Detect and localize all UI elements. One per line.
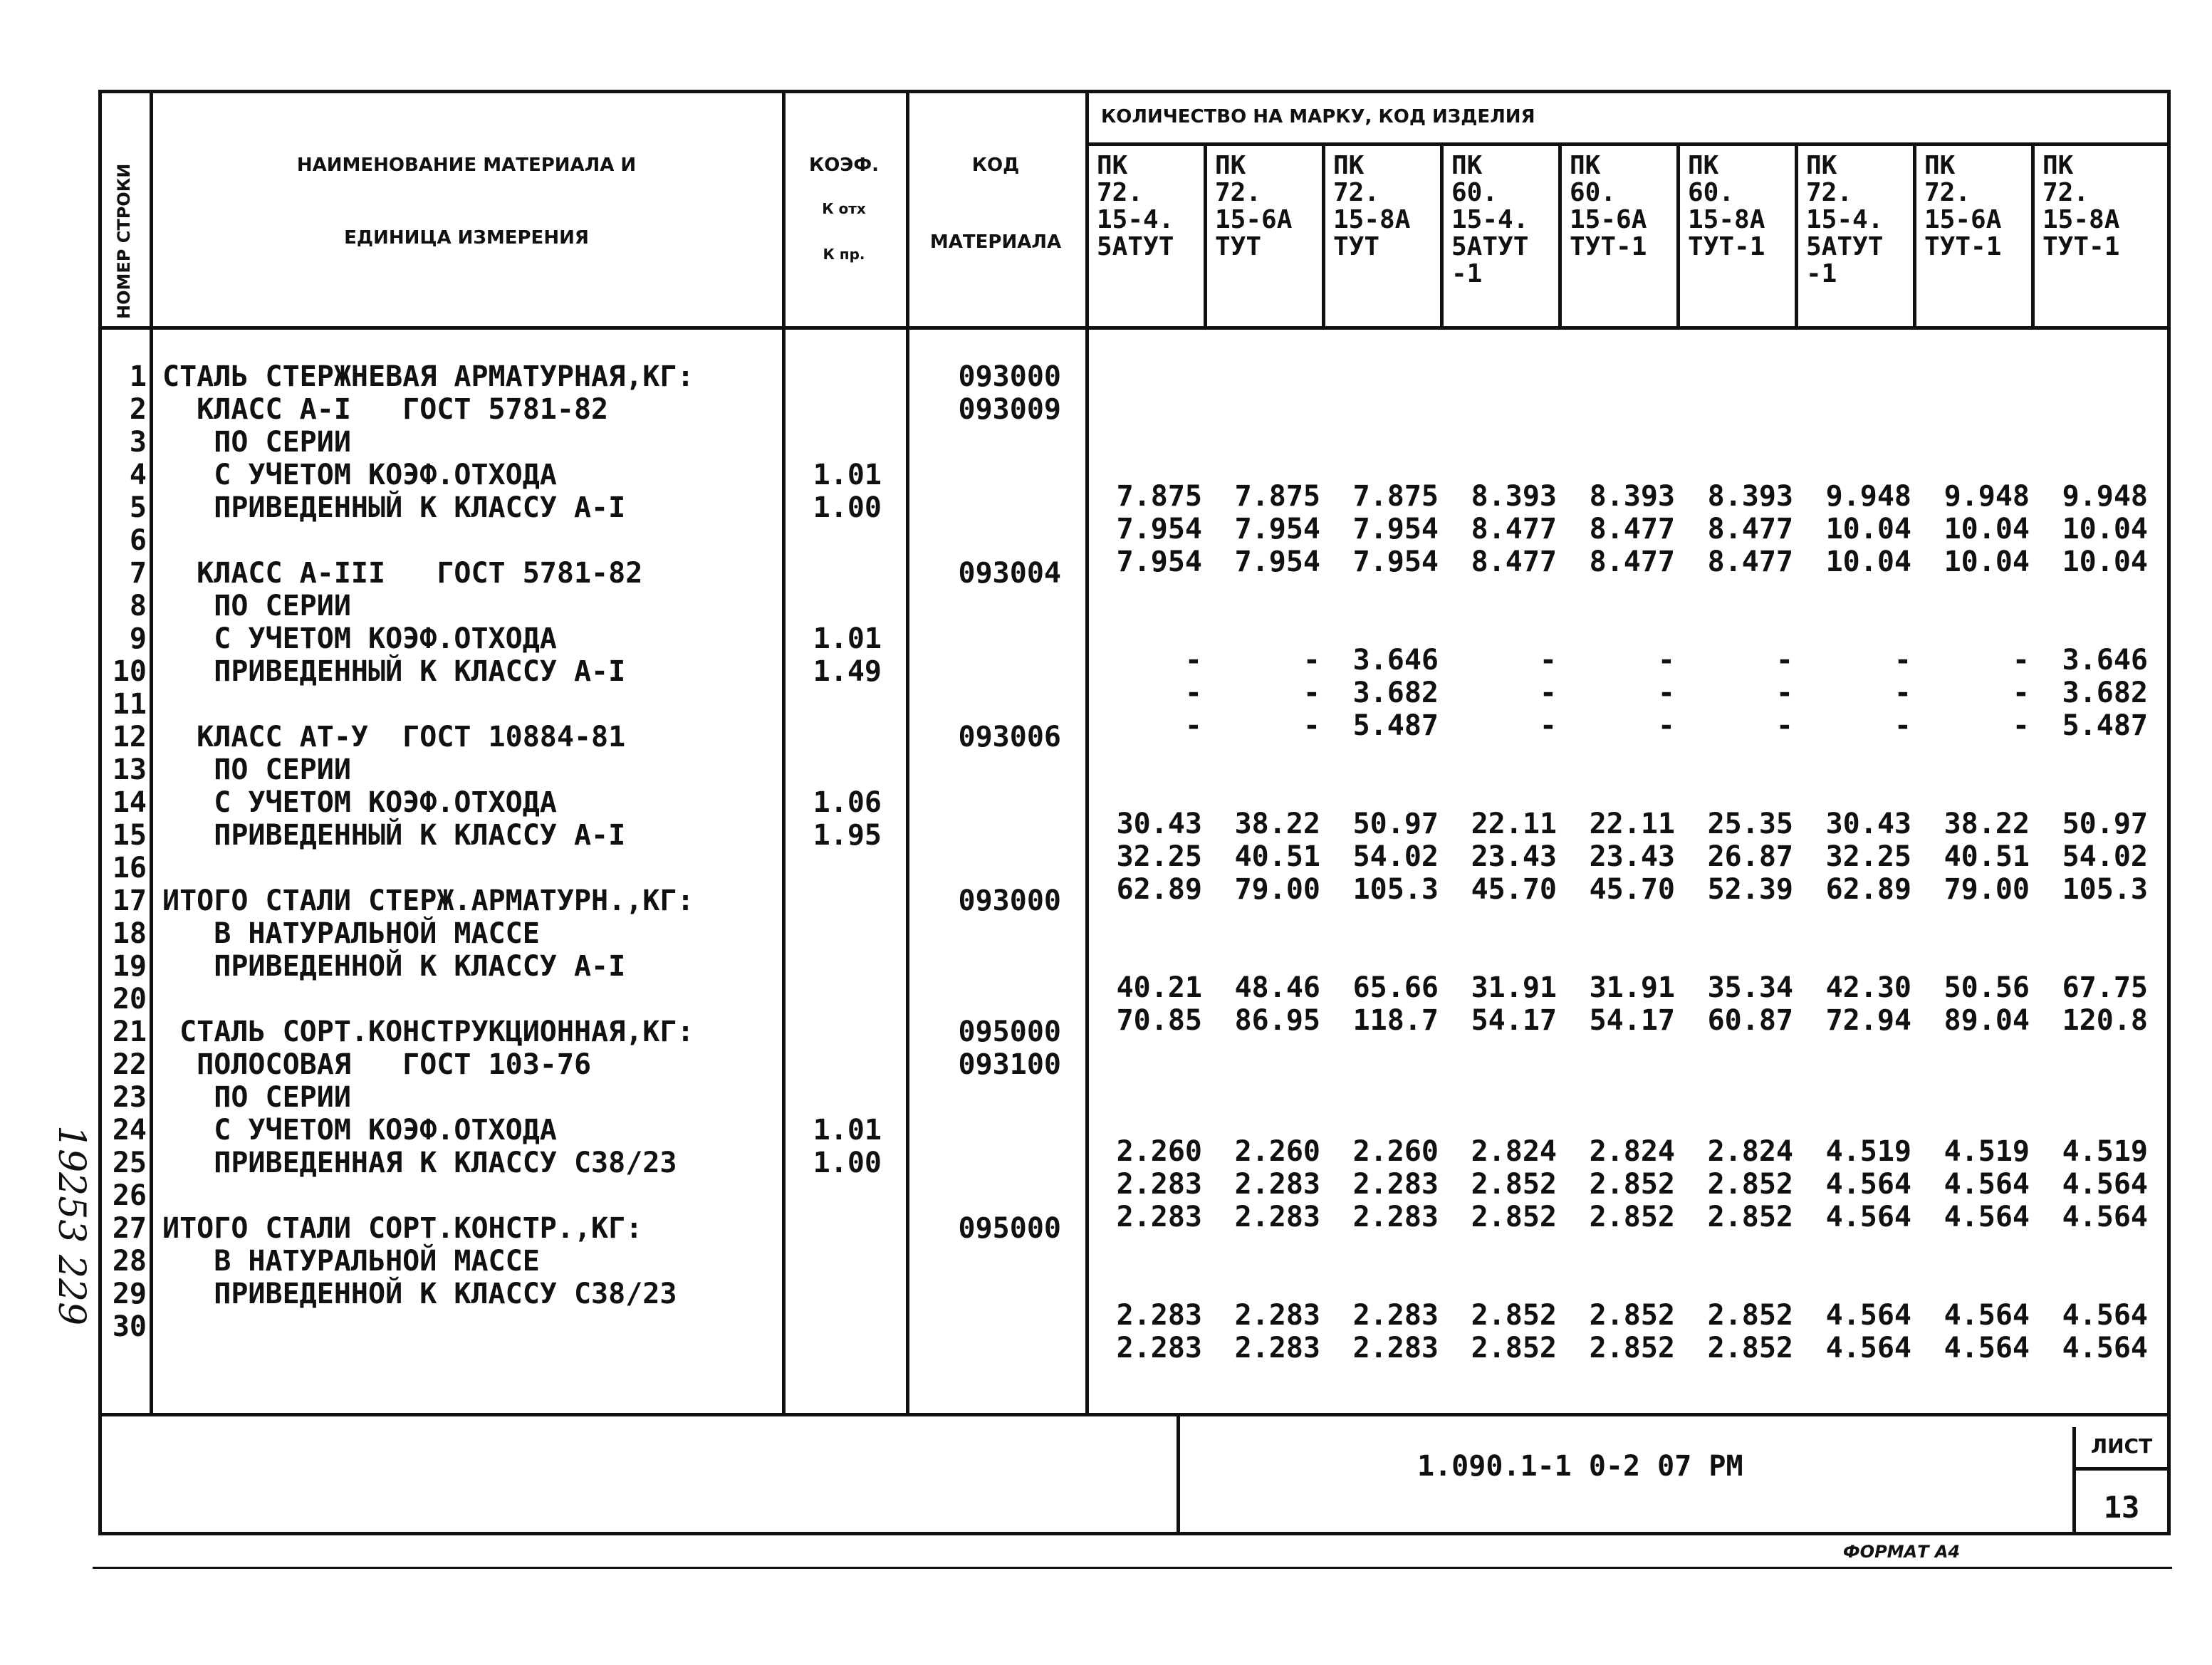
coef-header-line1: КОЭФ. xyxy=(808,155,880,176)
divider xyxy=(1795,142,1798,328)
divider xyxy=(2031,142,2035,328)
divider xyxy=(2072,1467,2171,1471)
divider xyxy=(1440,142,1444,328)
qty-column: 9.948 10.04 10.04 3.646 3.682 5.487 50.97 54.02 105.3 67.75 120.8 4.519 4.564 4.564 4.564 4.564 xyxy=(2062,480,2148,1364)
divider xyxy=(98,1413,2171,1416)
qty-column: 8.393 8.477 8.477 - - - 22.11 23.43 45.70 31.91 54.17 2.824 2.852 2.852 2.852 2.852 xyxy=(1471,480,1557,1364)
sheet-label: ЛИСТ xyxy=(2090,1434,2153,1458)
divider xyxy=(98,326,2171,330)
qty-column: 9.948 10.04 10.04 - - - 30.43 32.25 62.89 42.30 72.94 4.519 4.564 4.564 4.564 4.564 xyxy=(1825,480,1911,1364)
divider xyxy=(1322,142,1325,328)
divider xyxy=(1204,142,1207,328)
material-names: СТАЛЬ СТЕРЖНЕВАЯ АРМАТУРНАЯ,КГ: КЛАСС А-I ГОСТ 5781-82 ПО СЕРИИ С УЧЕТОМ КОЭФ.ОТХОДА ПРИВЕДЕННЫЙ К КЛАССУ А-I КЛАСС А-III ГОСТ 5781-82 ПО СЕРИИ С УЧЕТОМ КОЭФ.ОТХОДА ПРИВЕДЕННЫЙ К КЛАССУ А-I КЛАСС АТ-У ГОСТ 10884-81 ПО СЕРИИ С УЧЕТОМ КОЭФ.ОТХОДА ПРИВЕДЕННЫЙ К КЛАССУ А-I ИТОГО СТАЛИ СТЕРЖ.АРМАТУРН.,КГ: В НАТУРАЛЬНОЙ МАССЕ ПРИВЕДЕННОЙ К КЛАССУ А-I СТАЛЬ СОРТ.КОНСТРУКЦИОННАЯ,КГ: ПОЛОСОВАЯ ГОСТ 103-76 ПО СЕРИИ С УЧЕТОМ КОЭФ.ОТХОДА ПРИВЕДЕННАЯ К КЛАССУ С38/23 ИТОГО СТАЛИ СОРТ.КОНСТР.,КГ: В НАТУРАЛЬНОЙ МАССЕ ПРИВЕДЕННОЙ К КЛАССУ С38/23 xyxy=(162,360,694,1310)
code-header-line2: МАТЕРИАЛА xyxy=(929,231,1062,253)
column-header: ПК 72. 15-8А ТУТ-1 xyxy=(2043,151,2120,261)
column-header: ПК 72. 15-4. 5АТУТ -1 xyxy=(1806,151,1884,288)
divider xyxy=(1676,142,1680,328)
column-header: ПК 72. 15-6А ТУТ xyxy=(1215,151,1293,261)
divider xyxy=(1558,142,1562,328)
coef-header-line3: К пр. xyxy=(823,246,865,263)
row-numbers: 1 2 3 4 5 6 7 8 9 10 11 12 13 14 15 16 17 18 19 20 21 22 23 24 25 26 27 28 29 30 xyxy=(112,360,147,1343)
sheet-number: 13 xyxy=(2103,1490,2140,1525)
qty-column: 7.875 7.954 7.954 - - - 30.43 32.25 62.89 40.21 70.85 2.260 2.283 2.283 2.283 2.283 xyxy=(1116,480,1202,1364)
qty-column: 7.875 7.954 7.954 3.646 3.682 5.487 50.97 54.02 105.3 65.66 118.7 2.260 2.283 2.283 2.283 2.283 xyxy=(1352,480,1439,1364)
column-header: ПК 72. 15-6А ТУТ-1 xyxy=(1924,151,2002,261)
divider xyxy=(782,90,786,1414)
margin-note: 19253 229 xyxy=(50,1125,93,1326)
code-header-line1: КОД xyxy=(971,155,1020,176)
divider xyxy=(906,90,909,1414)
format-label: ФОРМАТ А4 xyxy=(1842,1542,1961,1562)
name-header-line2: ЕДИНИЦА ИЗМЕРЕНИЯ xyxy=(344,227,589,249)
column-header: ПК 60. 15-6А ТУТ-1 xyxy=(1570,151,1647,261)
column-header: ПК 60. 15-8А ТУТ-1 xyxy=(1688,151,1765,261)
divider xyxy=(150,90,153,1414)
name-header-line1: НАИМЕНОВАНИЕ МАТЕРИАЛА И xyxy=(296,155,637,176)
row-number-header: НОМЕР СТРОКИ xyxy=(114,163,134,319)
divider xyxy=(93,1567,2172,1569)
qty-column: 9.948 10.04 10.04 - - - 38.22 40.51 79.00 50.56 89.04 4.519 4.564 4.564 4.564 4.564 xyxy=(1944,480,2030,1364)
qty-header: КОЛИЧЕСТВО НА МАРКУ, КОД ИЗДЕЛИЯ xyxy=(1101,106,1535,127)
qty-column: 7.875 7.954 7.954 - - - 38.22 40.51 79.00 48.46 86.95 2.260 2.283 2.283 2.283 2.283 xyxy=(1234,480,1320,1364)
column-header: ПК 72. 15-8А ТУТ xyxy=(1333,151,1411,261)
qty-column: 8.393 8.477 8.477 - - - 25.35 26.87 52.39 35.34 60.87 2.824 2.852 2.852 2.852 2.852 xyxy=(1707,480,1793,1364)
coef-header-line2: К отх xyxy=(822,200,866,217)
column-header: ПК 72. 15-4. 5АТУТ xyxy=(1097,151,1174,261)
material-codes: 093000 093009 093004 093006 093000 095000 093100 095000 xyxy=(958,360,1061,1245)
divider xyxy=(1085,90,1089,1414)
document-code: 1.090.1-1 0-2 07 РМ xyxy=(1417,1450,1743,1483)
coef-values: 1.01 1.00 1.01 1.49 1.06 1.95 1.01 1.00 xyxy=(813,459,882,1179)
qty-column: 8.393 8.477 8.477 - - - 22.11 23.43 45.70 31.91 54.17 2.824 2.852 2.852 2.852 2.852 xyxy=(1589,480,1675,1364)
divider xyxy=(1085,142,2171,146)
divider xyxy=(1913,142,1916,328)
column-header: ПК 60. 15-4. 5АТУТ -1 xyxy=(1451,151,1529,288)
divider xyxy=(1177,1413,1180,1535)
